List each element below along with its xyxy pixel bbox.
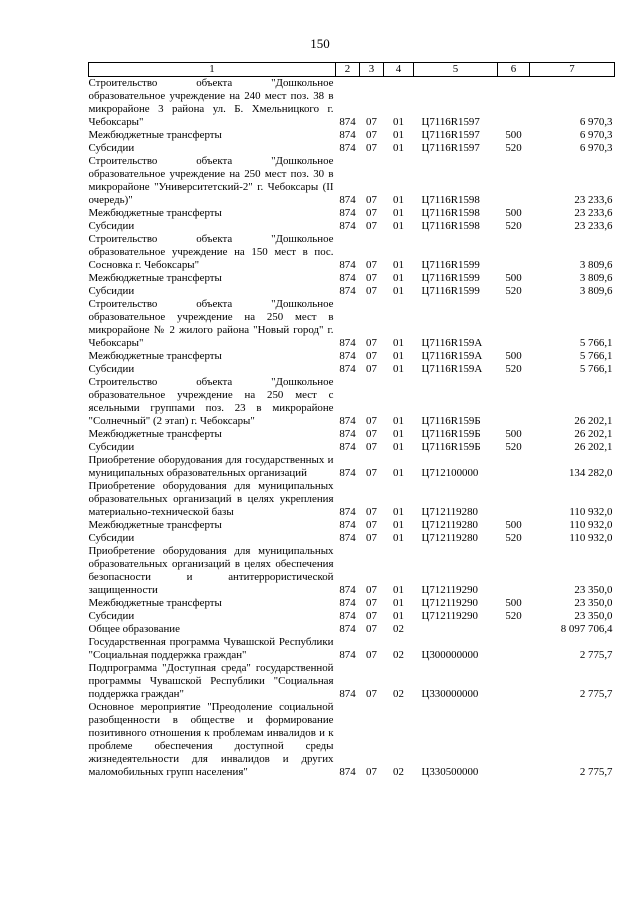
table-row	[89, 350, 615, 363]
target-article-code: Ц300000000	[421, 649, 479, 661]
ministry-code: 874	[339, 142, 356, 154]
amount: 134 282,0	[568, 467, 613, 479]
table-row	[89, 623, 615, 636]
row-description: Межбюджетные трансферты	[88, 272, 222, 284]
target-article-code: Ц712119280	[421, 532, 478, 544]
table-row	[89, 701, 615, 779]
header-row	[89, 63, 615, 77]
section-code: 07	[366, 259, 377, 271]
amount: 110 932,0	[569, 519, 613, 531]
subsection-code: 01	[393, 285, 404, 297]
subsection-code: 01	[393, 584, 404, 596]
target-article-code: Ц7116R159Б	[421, 441, 481, 453]
subsection-code: 01	[393, 350, 404, 362]
amount: 2 775,7	[579, 766, 613, 778]
ministry-code: 874	[339, 194, 356, 206]
subsection-code: 01	[393, 142, 404, 154]
expense-type-code: 500	[505, 272, 522, 284]
section-code: 07	[366, 207, 377, 219]
ministry-code: 874	[339, 584, 356, 596]
subsection-code: 02	[393, 688, 404, 700]
expense-type-code	[498, 298, 530, 350]
row-description: Межбюджетные трансферты	[88, 350, 222, 362]
table-row	[89, 428, 615, 441]
ministry-code: 874	[339, 649, 356, 661]
section-code: 07	[366, 220, 377, 232]
expense-type-code	[498, 701, 530, 779]
amount: 26 202,1	[574, 441, 613, 453]
expense-type-code: 500	[505, 129, 522, 141]
expense-type-code	[498, 480, 530, 519]
ministry-code: 874	[339, 441, 356, 453]
section-code: 07	[366, 428, 377, 440]
row-description: Субсидии	[88, 363, 135, 375]
table-row	[89, 610, 615, 623]
ministry-code: 874	[339, 610, 356, 622]
subsection-code: 02	[393, 766, 404, 778]
target-article-code: Ц330000000	[421, 688, 479, 700]
expense-type-code: 500	[505, 207, 522, 219]
ministry-code: 874	[339, 259, 356, 271]
amount: 2 775,7	[579, 688, 613, 700]
target-article-code: Ц7116R1597	[421, 116, 480, 128]
row-description: Строительство объекта "Дошкольное образовательное учреждение на 150 мест в пос. Сосновка г. Чебоксары"	[88, 233, 334, 271]
ministry-code: 874	[339, 506, 356, 518]
target-article-code: Ц712100000	[421, 467, 479, 479]
section-code: 07	[366, 337, 377, 349]
ministry-code: 874	[339, 688, 356, 700]
subsection-code: 01	[393, 220, 404, 232]
target-article-code: Ц712119290	[421, 584, 478, 596]
ministry-code: 874	[339, 220, 356, 232]
row-description: Приобретение оборудования для государственных и муниципальных образовательных организаций	[88, 454, 334, 479]
table-row	[89, 363, 615, 376]
target-article-code: Ц7116R1597	[421, 129, 480, 141]
expense-type-code: 520	[505, 285, 522, 297]
target-article-code: Ц7116R1598	[421, 220, 480, 232]
section-code: 07	[366, 285, 377, 297]
target-article-code	[414, 623, 498, 636]
target-article-code: Ц7116R159А	[421, 350, 483, 362]
amount: 3 809,6	[579, 272, 613, 284]
target-article-code: Ц7116R159А	[421, 363, 483, 375]
subsection-code: 01	[393, 259, 404, 271]
target-article-code: Ц7116R1599	[421, 285, 480, 297]
section-code: 07	[366, 467, 377, 479]
table-row	[89, 298, 615, 350]
table-row	[89, 519, 615, 532]
ministry-code: 874	[339, 350, 356, 362]
ministry-code: 874	[339, 207, 356, 219]
subsection-code: 01	[393, 415, 404, 427]
row-description: Субсидии	[88, 532, 135, 544]
section-code: 07	[366, 623, 377, 635]
subsection-code: 01	[393, 441, 404, 453]
expense-type-code: 500	[505, 519, 522, 531]
row-description: Основное мероприятие "Преодоление социальной разобщенности в обществе и формирование позитивного отношения к проблемам инвалидов и к проблеме обеспечения доступной среды жизнедеятельности для инвалидов и других маломобильных групп населения"	[88, 701, 334, 778]
subsection-code: 01	[393, 207, 404, 219]
table-row	[89, 129, 615, 142]
column-header-5: 5	[414, 63, 498, 77]
row-description: Межбюджетные трансферты	[88, 428, 222, 440]
table-row	[89, 662, 615, 701]
target-article-code: Ц7116R1598	[421, 207, 480, 219]
section-code: 07	[366, 597, 377, 609]
row-description: Субсидии	[88, 441, 135, 453]
amount: 6 970,3	[579, 142, 613, 154]
ministry-code: 874	[339, 129, 356, 141]
ministry-code: 874	[339, 519, 356, 531]
amount: 3 809,6	[579, 285, 613, 297]
ministry-code: 874	[339, 363, 356, 375]
table-row	[89, 220, 615, 233]
row-description: Строительство объекта "Дошкольное образовательное учреждение на 250 мест с ясельными группами поз. 23 в микрорайоне "Солнечный" (2 этап) г. Чебоксары"	[88, 376, 334, 427]
subsection-code: 02	[393, 649, 404, 661]
amount: 3 809,6	[579, 259, 613, 271]
table-row	[89, 545, 615, 597]
table-row	[89, 454, 615, 480]
subsection-code: 01	[393, 597, 404, 609]
amount: 2 775,7	[579, 649, 613, 661]
column-header-6: 6	[498, 63, 530, 77]
row-description: Приобретение оборудования для муниципальных образовательных организаций в целях обеспечения безопасности и антитеррористической защищенности	[88, 545, 334, 596]
amount: 23 350,0	[574, 597, 613, 609]
row-description: Строительство объекта "Дошкольное образовательное учреждение на 250 мест поз. 30 в микрорайоне "Университетский-2" г. Чебоксары (II очередь)"	[88, 155, 334, 206]
table-row	[89, 532, 615, 545]
table-row	[89, 233, 615, 272]
expense-type-code	[498, 662, 530, 701]
row-description: Приобретение оборудования для муниципальных образовательных организаций в целях укрепления материально-технической базы	[88, 480, 334, 518]
expense-type-code: 520	[505, 441, 522, 453]
amount: 5 766,1	[579, 350, 613, 362]
amount: 8 097 706,4	[560, 623, 613, 635]
section-code: 07	[366, 415, 377, 427]
amount: 6 970,3	[579, 116, 613, 128]
table-row	[89, 376, 615, 428]
row-description: Общее образование	[88, 623, 180, 635]
row-description: Субсидии	[88, 142, 135, 154]
amount: 5 766,1	[579, 337, 613, 349]
target-article-code: Ц712119290	[421, 610, 478, 622]
amount: 23 233,6	[574, 194, 613, 206]
row-description: Строительство объекта "Дошкольное образовательное учреждение на 250 мест в микрорайоне № 2 жилого района "Новый город" г. Чебоксары"	[88, 298, 334, 349]
subsection-code: 01	[393, 610, 404, 622]
subsection-code: 01	[393, 129, 404, 141]
table-header	[89, 63, 615, 77]
expense-type-code	[498, 233, 530, 272]
amount: 23 350,0	[574, 584, 613, 596]
expense-type-code	[498, 77, 530, 130]
table-row	[89, 285, 615, 298]
row-description: Межбюджетные трансферты	[88, 519, 222, 531]
expense-type-code	[498, 155, 530, 207]
budget-table	[88, 62, 615, 779]
section-code: 07	[366, 610, 377, 622]
row-description: Субсидии	[88, 285, 135, 297]
section-code: 07	[366, 532, 377, 544]
subsection-code: 01	[393, 272, 404, 284]
ministry-code: 874	[339, 532, 356, 544]
amount: 26 202,1	[574, 428, 613, 440]
section-code: 07	[366, 129, 377, 141]
expense-type-code	[498, 636, 530, 662]
section-code: 07	[366, 584, 377, 596]
table-row	[89, 636, 615, 662]
expense-type-code: 520	[505, 532, 522, 544]
expense-type-code: 500	[505, 350, 522, 362]
target-article-code: Ц712119290	[421, 597, 478, 609]
table-row	[89, 597, 615, 610]
row-description: Межбюджетные трансферты	[88, 129, 222, 141]
row-description: Субсидии	[88, 610, 135, 622]
subsection-code: 01	[393, 506, 404, 518]
subsection-code: 01	[393, 532, 404, 544]
amount: 6 970,3	[579, 129, 613, 141]
amount: 110 932,0	[569, 506, 613, 518]
target-article-code: Ц7116R1599	[421, 259, 480, 271]
ministry-code: 874	[339, 337, 356, 349]
expense-type-code: 520	[505, 610, 522, 622]
amount: 5 766,1	[579, 363, 613, 375]
table-body	[89, 77, 615, 780]
section-code: 07	[366, 194, 377, 206]
section-code: 07	[366, 519, 377, 531]
row-description: Подпрограмма "Доступная среда" государственной программы Чувашской Республики "Социальная поддержка граждан"	[88, 662, 334, 700]
expense-type-code: 520	[505, 220, 522, 232]
target-article-code: Ц7116R159Б	[421, 428, 481, 440]
amount: 23 233,6	[574, 207, 613, 219]
expense-type-code	[498, 545, 530, 597]
column-header-3: 3	[360, 63, 384, 77]
target-article-code: Ц712119280	[421, 506, 478, 518]
expense-type-code	[498, 376, 530, 428]
section-code: 07	[366, 142, 377, 154]
target-article-code: Ц330500000	[421, 766, 479, 778]
target-article-code: Ц7116R1598	[421, 194, 480, 206]
amount: 23 350,0	[574, 610, 613, 622]
expense-type-code: 520	[505, 142, 522, 154]
expense-type-code	[498, 623, 530, 636]
ministry-code: 874	[339, 285, 356, 297]
target-article-code: Ц7116R159Б	[421, 415, 481, 427]
target-article-code: Ц712119280	[421, 519, 478, 531]
section-code: 07	[366, 688, 377, 700]
amount: 110 932,0	[569, 532, 613, 544]
subsection-code: 01	[393, 428, 404, 440]
table-row	[89, 77, 615, 130]
subsection-code: 01	[393, 467, 404, 479]
ministry-code: 874	[339, 597, 356, 609]
column-header-7: 7	[530, 63, 615, 77]
target-article-code: Ц7116R1597	[421, 142, 480, 154]
section-code: 07	[366, 506, 377, 518]
row-description: Межбюджетные трансферты	[88, 597, 222, 609]
ministry-code: 874	[339, 415, 356, 427]
section-code: 07	[366, 441, 377, 453]
amount: 23 233,6	[574, 220, 613, 232]
ministry-code: 874	[339, 116, 356, 128]
table-row	[89, 441, 615, 454]
column-header-1: 1	[89, 63, 336, 77]
subsection-code: 01	[393, 194, 404, 206]
column-header-2: 2	[336, 63, 360, 77]
amount: 26 202,1	[574, 415, 613, 427]
table-row	[89, 207, 615, 220]
section-code: 07	[366, 363, 377, 375]
subsection-code: 02	[393, 623, 404, 635]
ministry-code: 874	[339, 623, 356, 635]
section-code: 07	[366, 116, 377, 128]
ministry-code: 874	[339, 766, 356, 778]
row-description: Субсидии	[88, 220, 135, 232]
section-code: 07	[366, 350, 377, 362]
table-row	[89, 155, 615, 207]
ministry-code: 874	[339, 428, 356, 440]
target-article-code: Ц7116R1599	[421, 272, 480, 284]
ministry-code: 874	[339, 467, 356, 479]
subsection-code: 01	[393, 116, 404, 128]
subsection-code: 01	[393, 363, 404, 375]
table-row	[89, 142, 615, 155]
row-description: Строительство объекта "Дошкольное образовательное учреждение на 240 мест поз. 38 в микрорайоне 3 района ул. Б. Хмельницкого г. Чебоксары"	[88, 77, 334, 128]
ministry-code: 874	[339, 272, 356, 284]
subsection-code: 01	[393, 337, 404, 349]
page-number: 150	[310, 36, 330, 51]
section-code: 07	[366, 766, 377, 778]
target-article-code: Ц7116R159А	[421, 337, 483, 349]
row-description: Межбюджетные трансферты	[88, 207, 222, 219]
expense-type-code: 500	[505, 597, 522, 609]
expense-type-code	[498, 454, 530, 480]
row-description: Государственная программа Чувашской Республики "Социальная поддержка граждан"	[88, 636, 334, 661]
section-code: 07	[366, 649, 377, 661]
section-code: 07	[366, 272, 377, 284]
subsection-code: 01	[393, 519, 404, 531]
expense-type-code: 520	[505, 363, 522, 375]
column-header-4: 4	[384, 63, 414, 77]
expense-type-code: 500	[505, 428, 522, 440]
table-row	[89, 272, 615, 285]
table-row	[89, 480, 615, 519]
